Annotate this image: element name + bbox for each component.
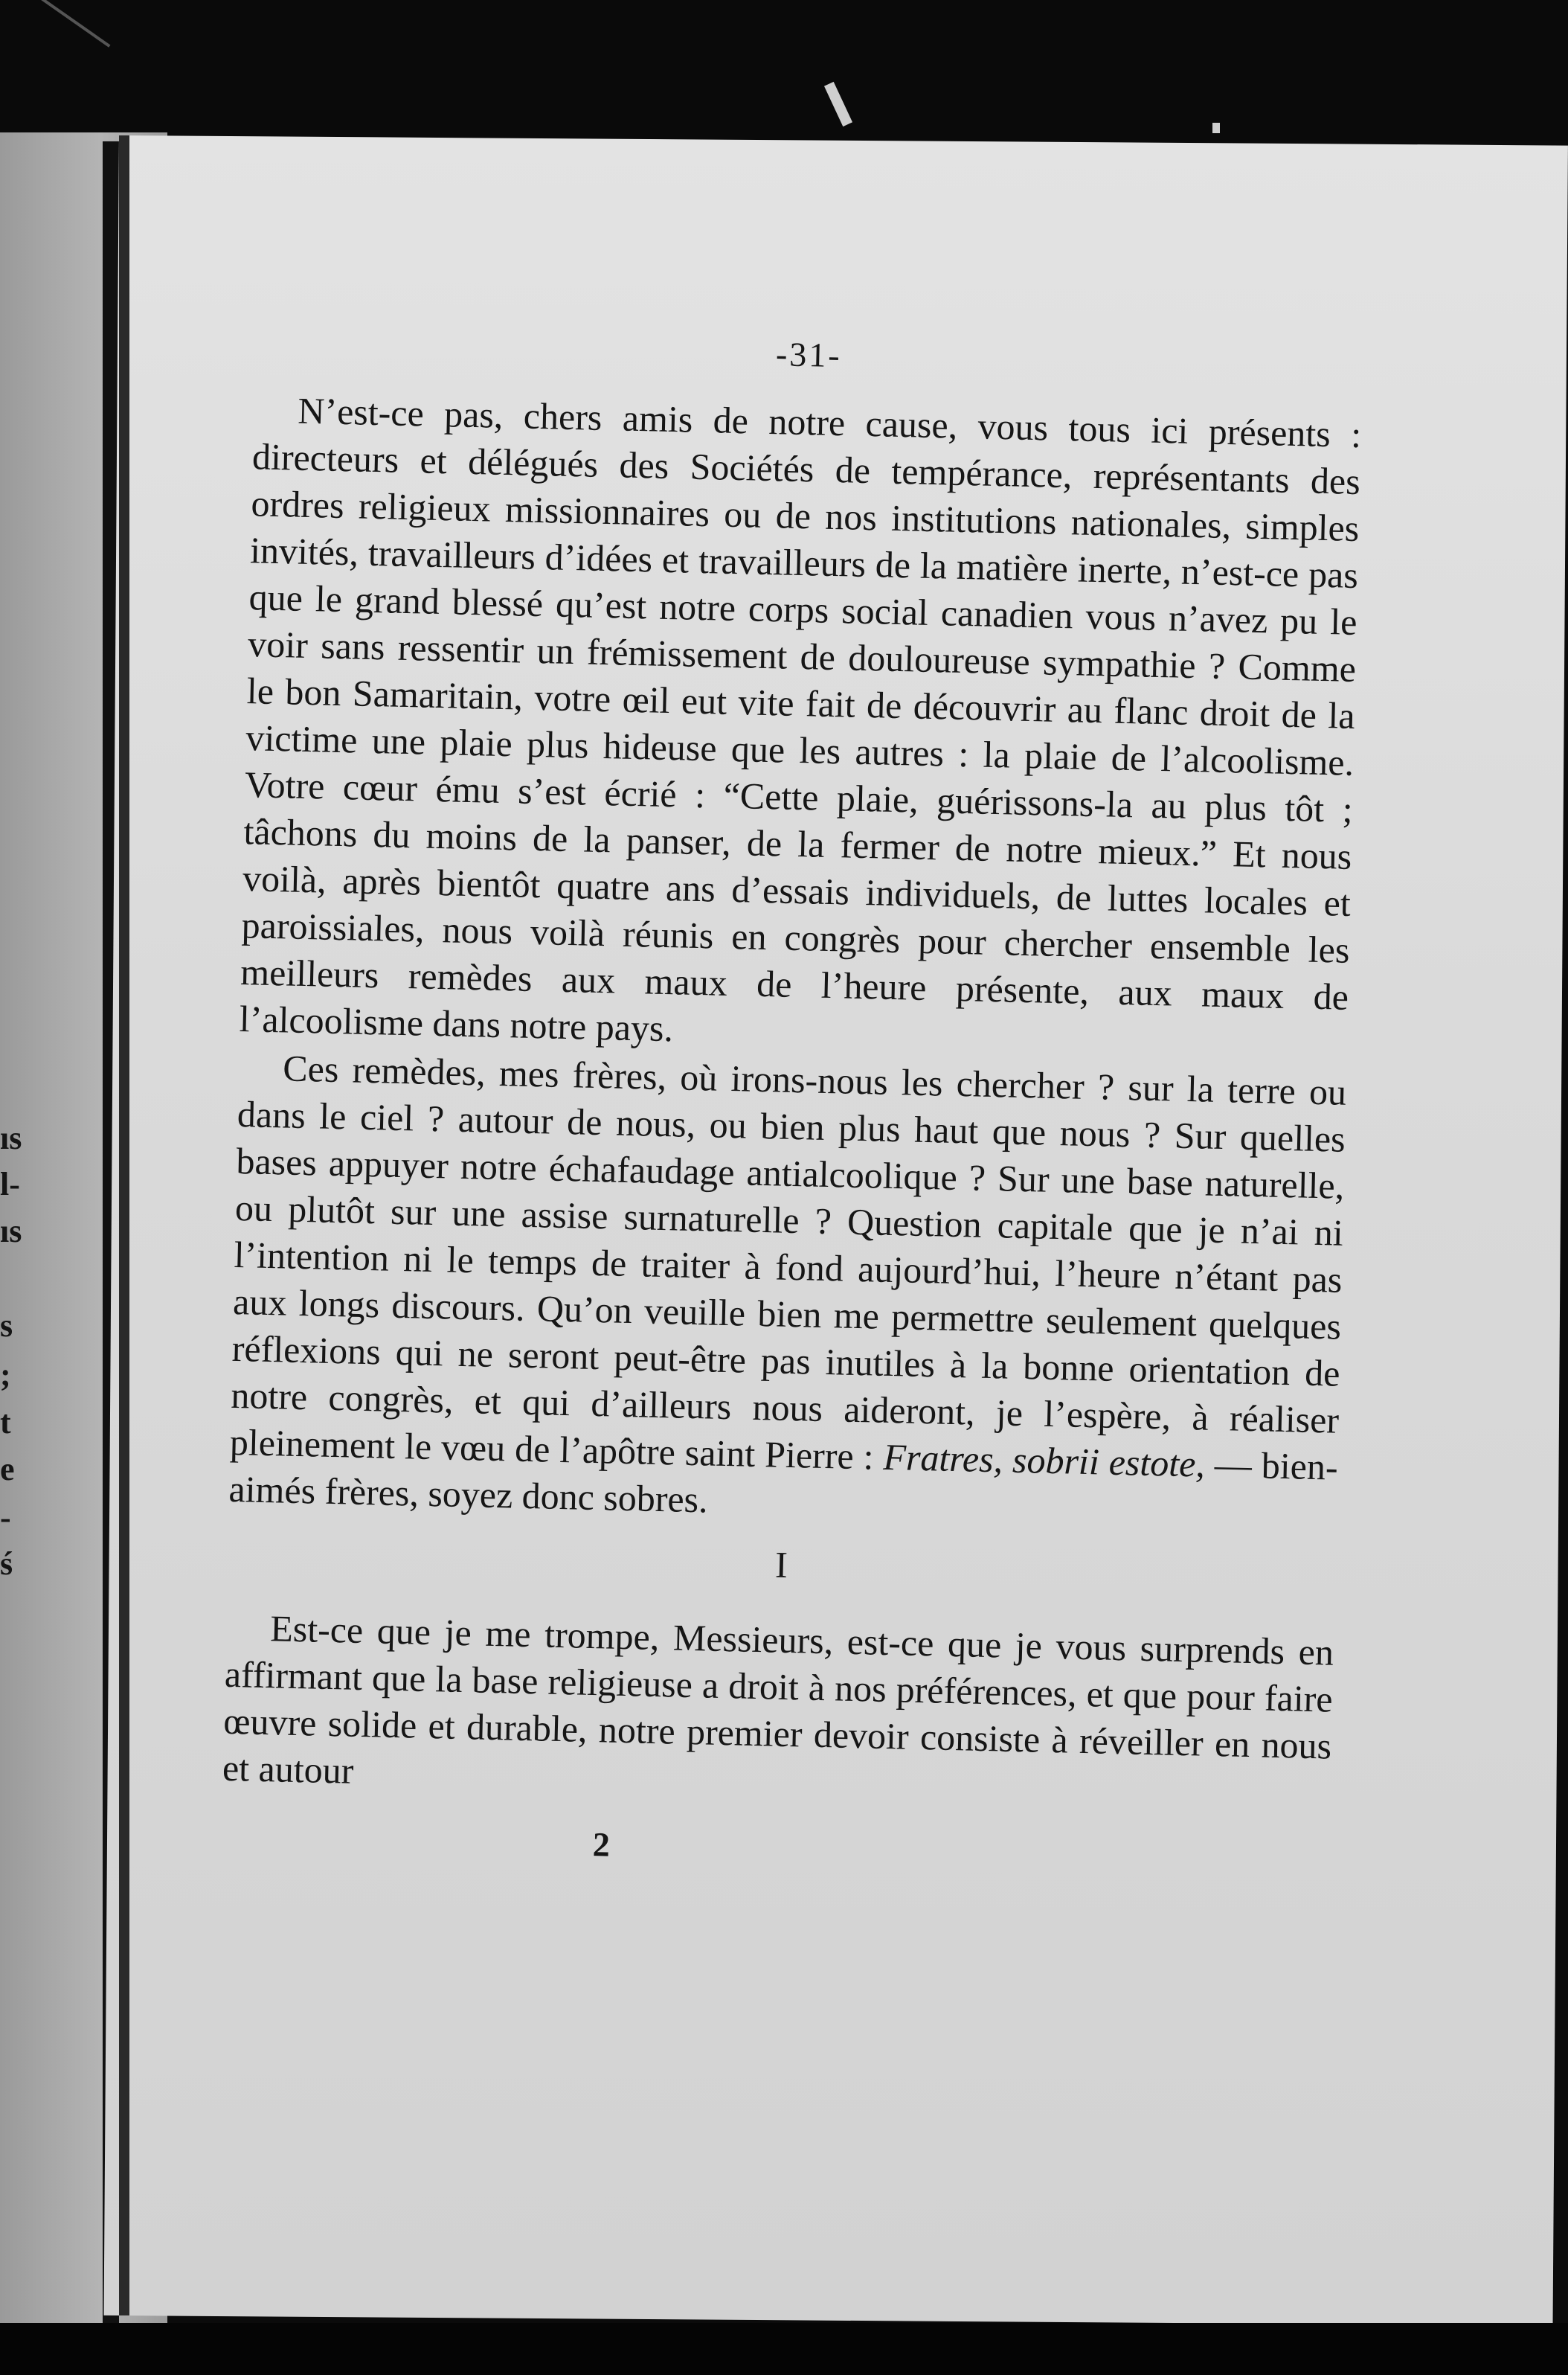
book-page — [104, 135, 1568, 2326]
left-page-fragment: ıs — [0, 1120, 22, 1156]
page-number: -31- — [775, 335, 843, 375]
quote-translation: — bien-aimés frères, soyez donc sobres. — [228, 1443, 1339, 1521]
paragraph: Est-ce que je me trompe, Messieurs, est-ce que je vous surprends en affirmant que la base religieuse a droit à nos préférences, et que pour faire œuvre solide et durable, notre premier devoir consiste à réveiller en nous et autour — [222, 1607, 1334, 1792]
film-border-bottom — [0, 2323, 1568, 2375]
left-page-fragment: l- — [0, 1166, 20, 1202]
film-border-top — [0, 0, 1568, 141]
latin-quote: Fratres, sobrii estote, — [882, 1435, 1206, 1485]
page-edge-shadow — [119, 135, 129, 2315]
signature-mark: 2 — [592, 1825, 611, 1864]
section-heading: I — [774, 1543, 788, 1586]
left-page-fragment: e — [0, 1451, 15, 1487]
left-page-fragment: ś — [0, 1545, 13, 1582]
page-text — [220, 318, 1363, 1884]
film-scratch — [1212, 123, 1220, 133]
left-page-fragment: s — [0, 1307, 13, 1344]
paragraph: N’est-ce pas, chers amis de notre cause, vous tous ici présents : directeurs et délégués des Sociétés de tempérance, représentants des ordres religieux missionnaires ou de nos institutions nationales, simples invités, travailleurs d’idées et travailleurs de la matière inerte, n’est-ce pas que le grand blessé qu’est notre corps social canadien vous n’avez pu le voir sans ressentir un frémissement de douloureuse sympathie ? Comme le bon Samaritain, votre œil eut vite fait de découvrir au flanc droit de la victime une plaie plus hideuse que les autres : la plaie de l’alcoolisme. Votre cœur ému s’est écrié : “Cette plaie, guérissons-la au plus tôt ; tâchons du moins de la panser, de la fermer de notre mieux.” Et nous voilà, après bientôt quatre ans d’essais individuels, de luttes locales et paroissiales, nous voilà réunis en congrès pour chercher ensemble les meilleurs remèdes aux maux de l’heure présente, aux maux de l’alcoolisme dans notre pays. — [239, 389, 1362, 1050]
left-page-fragment: ; — [0, 1356, 11, 1393]
paragraph — [228, 1044, 1347, 1538]
left-page-fragment: t — [0, 1404, 11, 1440]
left-page-fragment: - — [0, 1499, 11, 1536]
paragraph-text: Ces remèdes, mes frères, où irons-nous les chercher ? sur la terre ou dans le ciel ? autour de nous, ou bien plus haut que nous ? Sur quelles bases appuyer notre échafaudage antialcoolique ? Sur une base naturelle, ou plutôt sur une assise surnaturelle ? Question capitale que je n’ai ni l’intention ni le temps de traiter à fond aujourd’hui, l’heure n’étant pas aux longs discours. Qu’on veuille bien me permettre seulement quelques réflexions qui ne seront peut-être pas inutiles à la bonne orientation de notre congrès, et qui d’ailleurs nous aideront, je l’espère, à réaliser pleinement le vœu de l’apôtre saint Pierre : — [229, 1047, 1347, 1478]
left-page-fragment: ıs — [0, 1213, 22, 1249]
